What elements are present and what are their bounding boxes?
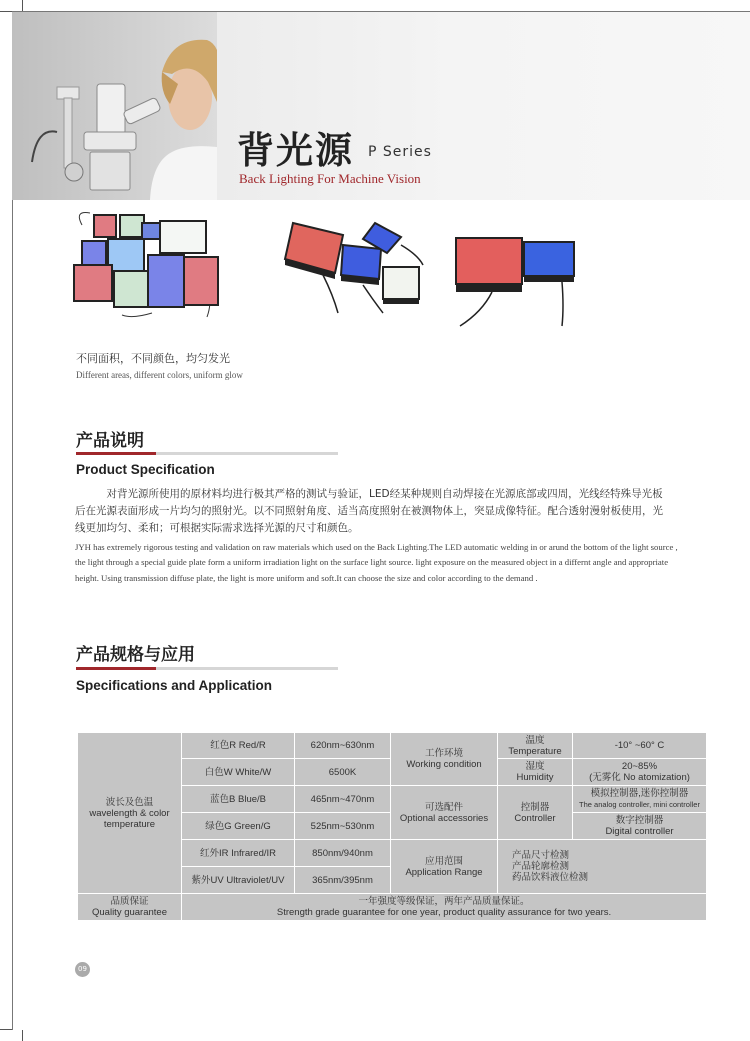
series-label: P Series — [368, 144, 432, 160]
product-photo-group-multi — [72, 205, 222, 320]
color-value: 365nm/395nm — [295, 867, 391, 894]
section-divider — [76, 667, 156, 670]
application-range-value: 产品尺寸检测 产品轮廓检测 药品饮料液位检测 — [498, 840, 707, 894]
color-name: 绿色G Green/G — [182, 813, 295, 840]
color-name: 红色R Red/R — [182, 733, 295, 759]
color-name: 白色W White/W — [182, 759, 295, 786]
color-name: 红外IR Infrared/IR — [182, 840, 295, 867]
optional-accessories-header: 可选配件 Optional accessories — [391, 786, 498, 840]
crop-mark — [0, 1029, 12, 1030]
digital-controller-value: 数字控制器 Digital controller — [573, 813, 707, 840]
section-heading-cn: 产品说明 — [76, 431, 144, 451]
spec-table — [77, 732, 707, 921]
quality-value: 一年强度等级保证，两年产品质量保证。 Strength grade guarantee for one year, product quality assurance for two years. — [182, 894, 707, 921]
temperature-value: -10° ~60° C — [573, 733, 707, 759]
section-heading-en: Specifications and Application — [76, 678, 273, 693]
humidity-value: 20~85% (无雾化 No atomization) — [573, 759, 707, 786]
section-divider — [156, 452, 338, 455]
color-name: 蓝色B Blue/B — [182, 786, 295, 813]
page-title: 背光源 — [237, 129, 354, 172]
gallery-caption-cn: 不同面积，不同颜色，均匀发光 — [76, 352, 230, 365]
analog-controller-value: 模拟控制器,迷你控制器 The analog controller, mini controller — [573, 786, 707, 813]
product-photo-group-three — [283, 215, 428, 315]
header-banner — [12, 12, 750, 200]
product-photo-group-two — [452, 232, 577, 328]
description-cn: 对背光源所使用的原材料均进行极其严格的测试与验证，LED经某种规则自动焊接在光源底部或四周，光线经特殊导光板后在光源表面形成一片均匀的照射光。以不同照射角度、适当高度照射在被测物体上，突显成像特征。配合透射漫射板使用，光线更加均匀、柔和；可根据实际需求选择光源的尺寸和颜色。 — [75, 488, 663, 534]
color-value: 465nm~470nm — [295, 786, 391, 813]
gallery-caption-en: Different areas, different colors, uniform glow — [76, 370, 243, 380]
controller-label: 控制器 Controller — [498, 786, 573, 840]
section-heading-cn: 产品规格与应用 — [76, 645, 195, 665]
temperature-label: 温度 Temperature — [498, 733, 573, 759]
crop-mark — [22, 1030, 23, 1041]
color-value: 6500K — [295, 759, 391, 786]
application-range-header: 应用范围 Application Range — [391, 840, 498, 894]
page-number: 09 — [75, 962, 90, 977]
quality-header: 品质保证 Quality guarantee — [78, 894, 182, 921]
crop-mark — [0, 11, 12, 12]
section-divider — [156, 667, 338, 670]
humidity-label: 湿度 Humidity — [498, 759, 573, 786]
microscope-photo — [12, 12, 217, 200]
section-divider — [76, 452, 156, 455]
page-subtitle: Back Lighting For Machine Vision — [239, 171, 421, 186]
color-value: 850nm/940nm — [295, 840, 391, 867]
color-name: 紫外UV Ultraviolet/UV — [182, 867, 295, 894]
wavelength-header: 波长及色温 wavelength & color temperature — [78, 733, 182, 894]
working-condition-header: 工作环境 Working condition — [391, 733, 498, 786]
color-value: 620nm~630nm — [295, 733, 391, 759]
section-heading-en: Product Specification — [76, 462, 215, 477]
color-value: 525nm~530nm — [295, 813, 391, 840]
description-en: JYH has extremely rigorous testing and validation on raw materials which used on the Back Lighting.The LED automatic welding in or arund the bottom of the light source , the light through a special guide plate form a uniform irradiation light on the surface light source. light exposure on the measured object in a differnt angle and appropriate height. Using transmission diffuse plate, the light is more uniform and soft.It can choose the size and color according to the demand . — [75, 542, 678, 583]
